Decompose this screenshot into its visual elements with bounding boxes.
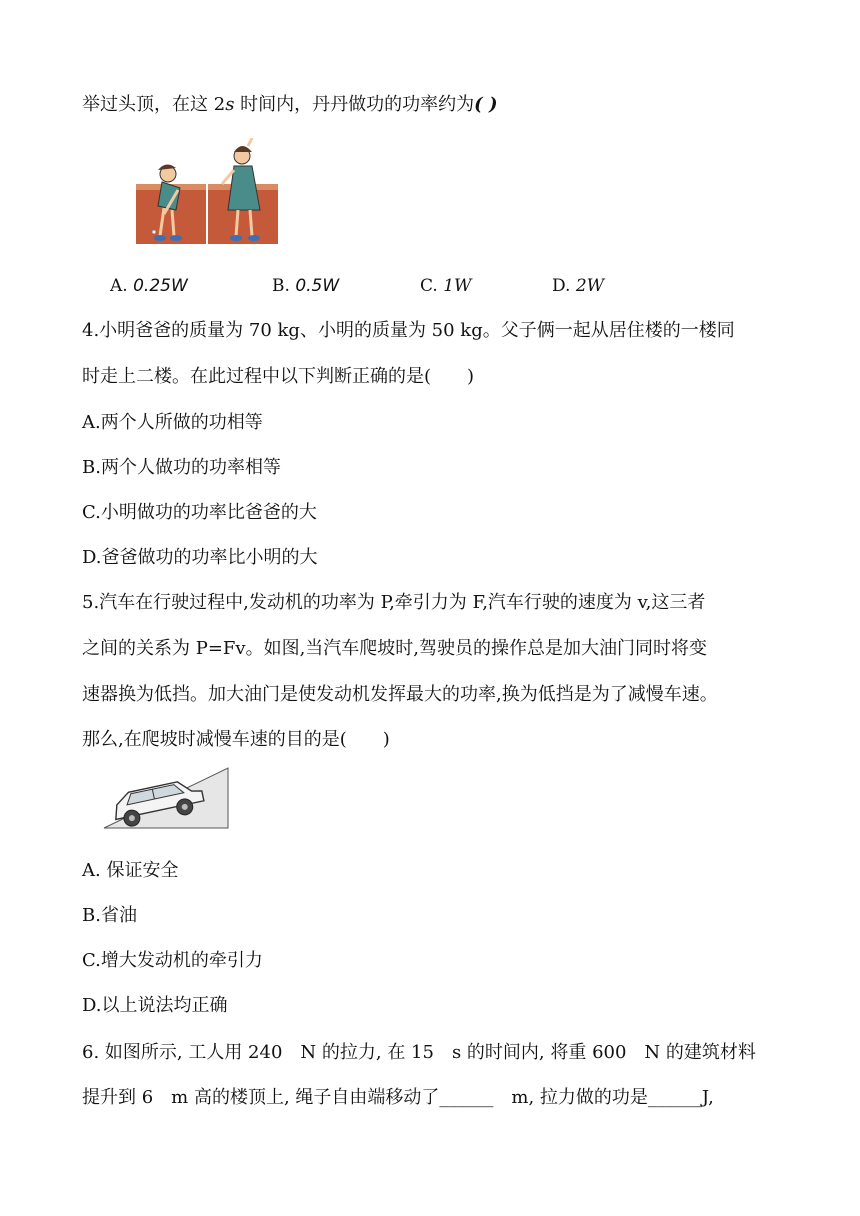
q6-line-1: 6. 如图所示, 工人用 240 N 的拉力, 在 15 s 的时间内, 将重 600 N 的建筑材料 bbox=[82, 1042, 756, 1063]
q4-option-b: B.两个人做功的功率相等 bbox=[82, 457, 281, 478]
girl-lifting-figure bbox=[134, 138, 280, 246]
q3-stem bbox=[82, 92, 497, 118]
q3-option-c: C. 1W bbox=[420, 276, 472, 296]
q4-option-a: A.两个人所做的功相等 bbox=[82, 412, 263, 433]
q5-option-c: C.增大发动机的牵引力 bbox=[82, 950, 263, 971]
q3-option-a: A. 0.25W bbox=[110, 276, 188, 296]
q5-line-4: 那么,在爬坡时减慢车速的目的是( ) bbox=[82, 729, 390, 750]
q5-line-2: 之间的关系为 P=Fv。如图,当汽车爬坡时,驾驶员的操作总是加大油门同时将变 bbox=[82, 638, 708, 659]
q5-line-3: 速器换为低挡。加大油门是使发动机发挥最大的功率,换为低挡是为了减慢车速。 bbox=[82, 684, 718, 705]
q5-line-1: 5.汽车在行驶过程中,发动机的功率为 P,牵引力为 F,汽车行驶的速度为 v,这三者 bbox=[82, 592, 706, 613]
q3-answer-paren: ( ) bbox=[474, 94, 498, 115]
q3-option-d: D. 2W bbox=[552, 276, 605, 296]
q5-option-a: A. 保证安全 bbox=[82, 860, 179, 881]
q3-stem-text: 举过头顶，在这 2 bbox=[82, 94, 226, 115]
q3-stem-unit: s bbox=[225, 94, 235, 115]
q6-line-2: 提升到 6 m 高的楼顶上, 绳子自由端移动了______ m, 拉力做的功是______J, bbox=[82, 1087, 714, 1108]
q4-line-2: 时走上二楼。在此过程中以下判断正确的是( ) bbox=[82, 366, 475, 387]
q5-option-b: B.省油 bbox=[82, 905, 137, 926]
q4-option-d: D.爸爸做功的功率比小明的大 bbox=[82, 547, 318, 568]
q3-stem-text-2: 时间内，丹丹做功的功率约为 bbox=[234, 94, 475, 115]
q4-option-c: C.小明做功的功率比爸爸的大 bbox=[82, 502, 317, 523]
q4-line-1: 4.小明爸爸的质量为 70 kg、小明的质量为 50 kg。父子俩一起从居住楼的一楼同 bbox=[82, 320, 735, 341]
car-on-slope-figure bbox=[100, 766, 230, 830]
q5-option-d: D.以上说法均正确 bbox=[82, 995, 228, 1016]
q3-option-b: B. 0.5W bbox=[272, 276, 340, 296]
